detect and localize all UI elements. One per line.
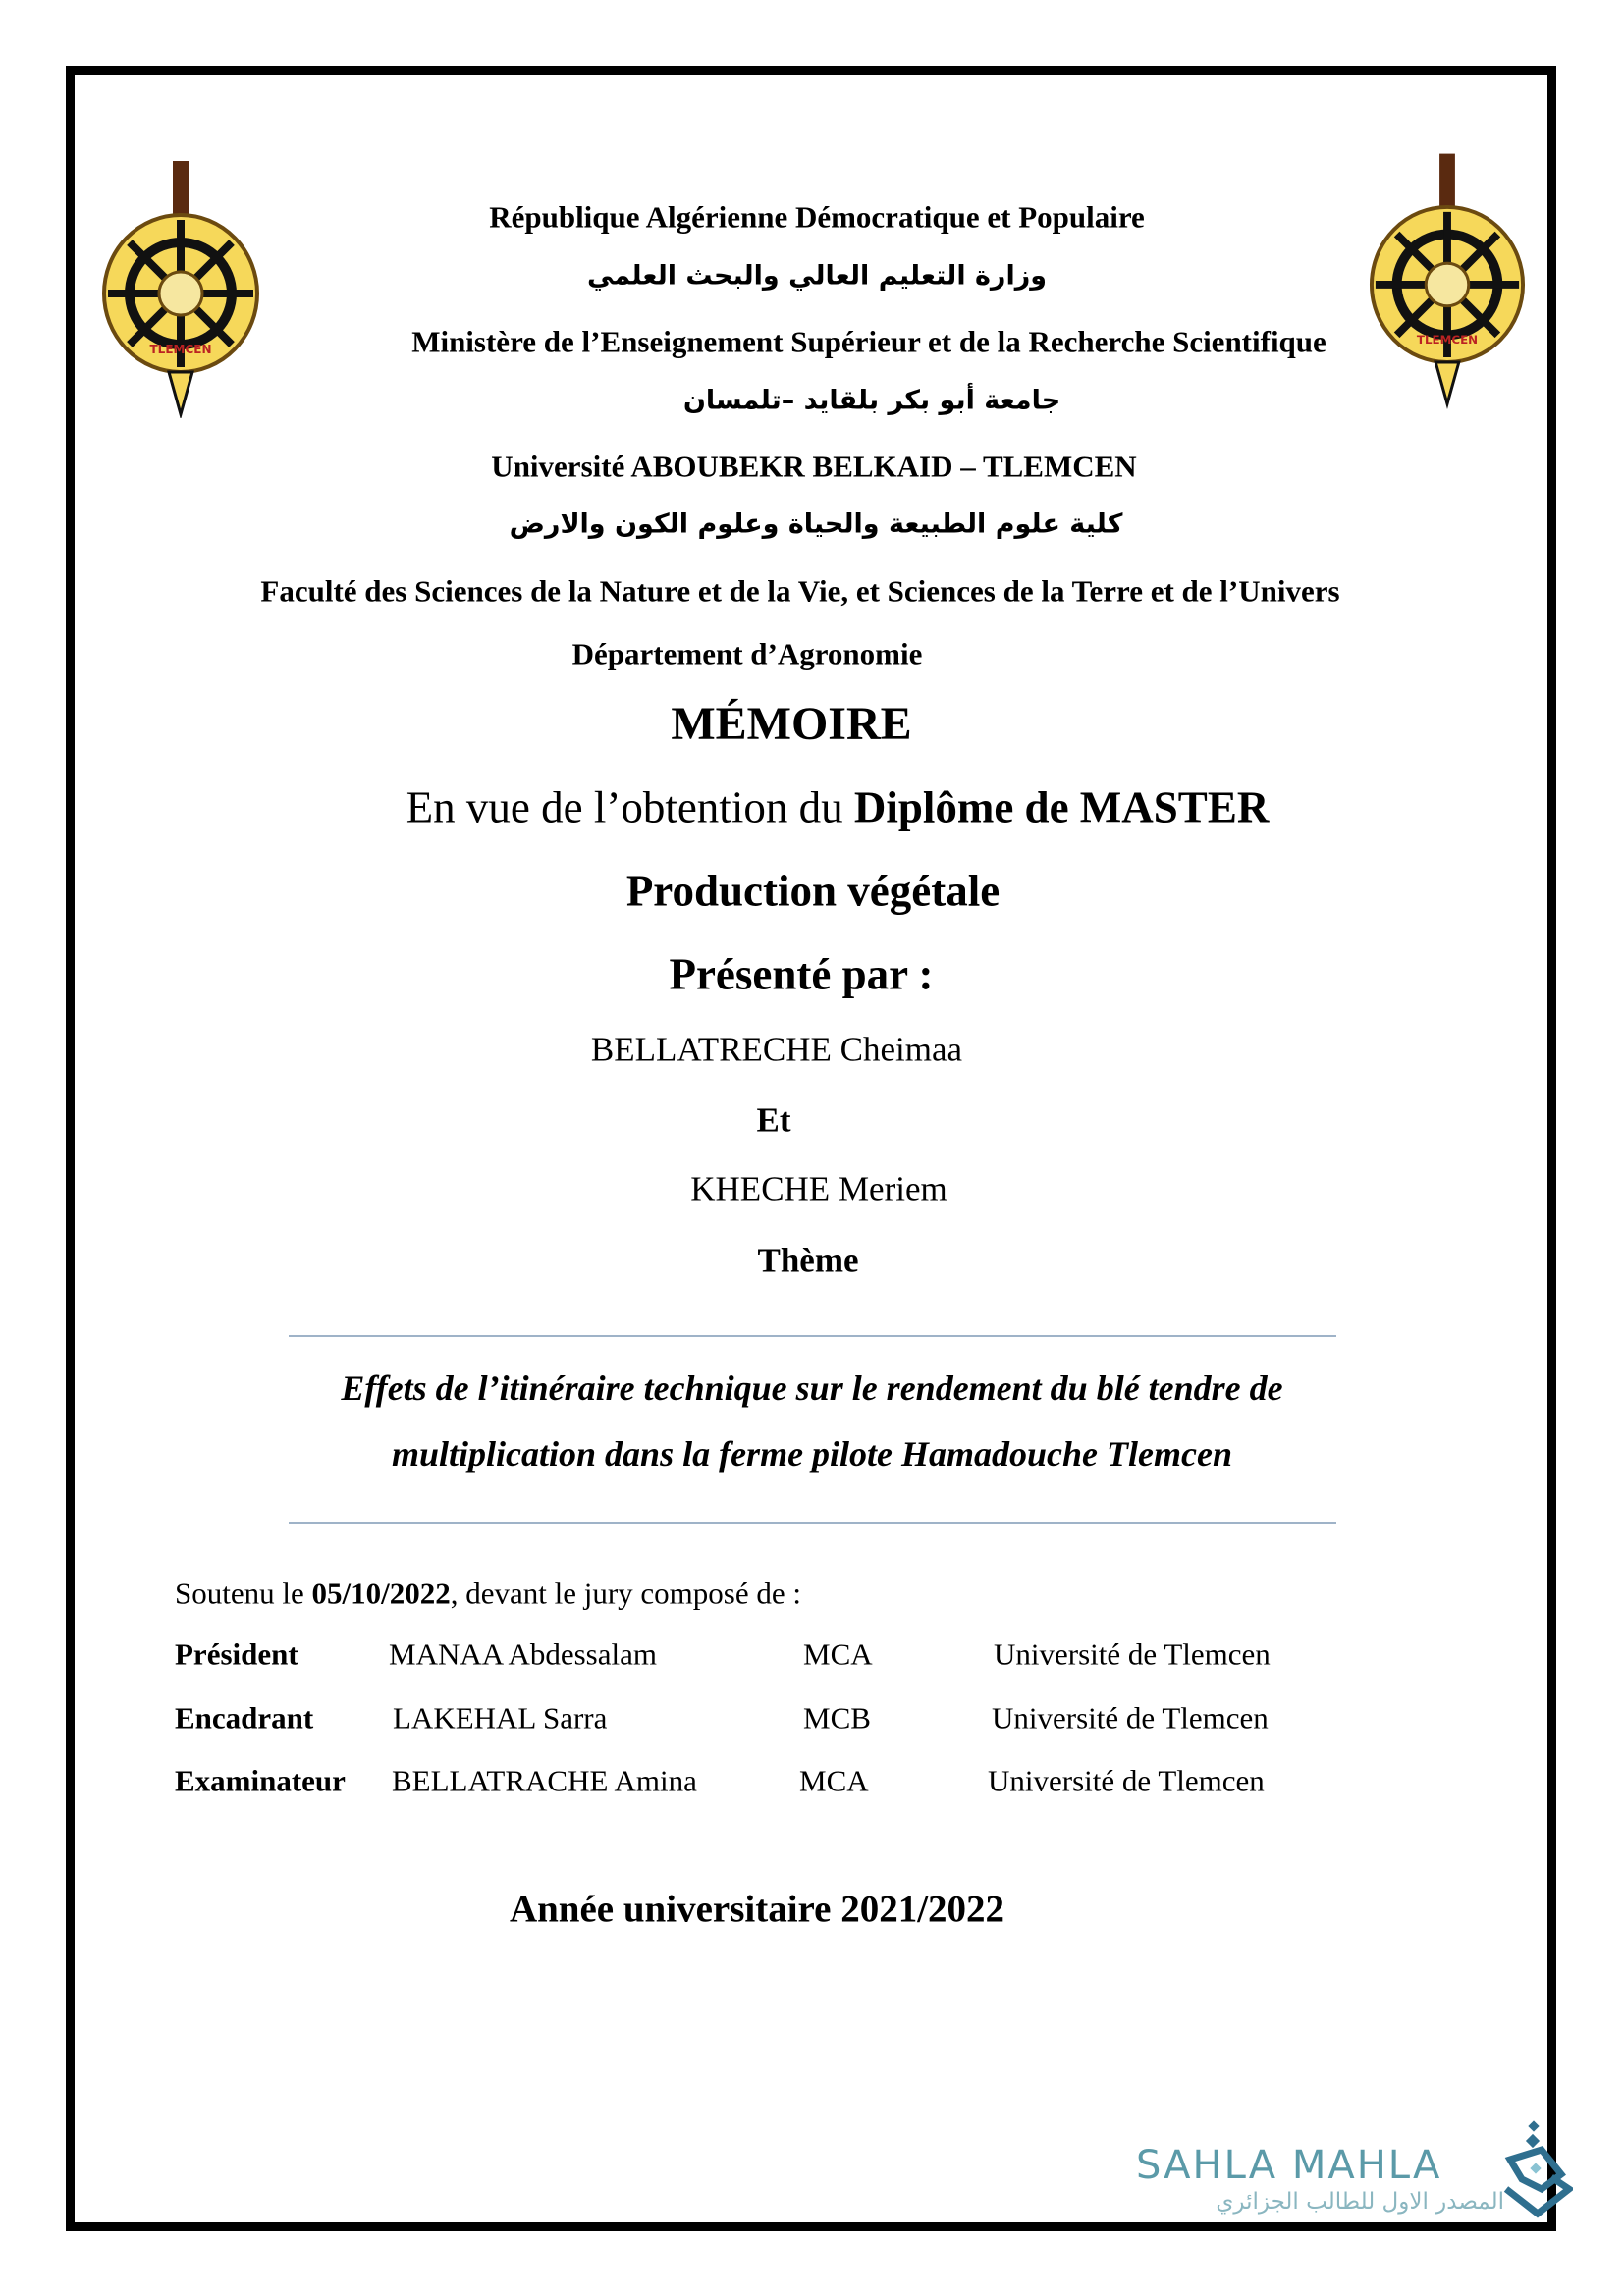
university-arabic: جامعة أبو بكر بلقايد –تلمسان: [682, 385, 1061, 416]
jury-grade: MCB: [803, 1700, 871, 1735]
obtention-text: En vue de l’obtention du: [406, 782, 854, 832]
academic-year: Année universitaire 2021/2022: [509, 1888, 1005, 1931]
defense-prefix: Soutenu le: [175, 1575, 312, 1611]
theme-line-2: multiplication dans la ferme pilote Hamadouche Tlemcen: [392, 1434, 1232, 1473]
jury-role: Encadrant: [175, 1700, 314, 1735]
jury-grade: MCA: [799, 1763, 869, 1798]
and-label: Et: [756, 1100, 791, 1140]
department-title: Département d’Agronomie: [571, 636, 923, 671]
jury-institution: Université de Tlemcen: [992, 1700, 1269, 1735]
author-2: KHECHE Meriem: [690, 1169, 947, 1208]
theme-line-1: Effets de l’itinéraire technique sur le rendement du blé tendre de: [341, 1368, 1283, 1408]
theme-label: Thème: [757, 1241, 859, 1280]
sahla-mahla-brand: SAHLA MAHLA: [1136, 2143, 1442, 2188]
sahla-mahla-tagline: المصدر الاول للطالب الجزائري: [1216, 2189, 1504, 2215]
jury-institution: Université de Tlemcen: [988, 1763, 1265, 1798]
presented-by: Présenté par :: [669, 949, 934, 999]
ministry-title: Ministère de l’Enseignement Supérieur et de la Recherche Scientifique: [411, 324, 1326, 359]
divider-bottom: [289, 1522, 1336, 1524]
jury-role: Président: [175, 1636, 298, 1672]
jury-name: MANAA Abdessalam: [389, 1636, 657, 1672]
diploma-line: [406, 782, 1270, 832]
memoire-title: MÉMOIRE: [671, 698, 912, 750]
defense-suffix: , devant le jury composé de :: [450, 1575, 801, 1611]
university-title: Université ABOUBEKR BELKAID – TLEMCEN: [491, 449, 1137, 484]
diploma-name: Diplôme de MASTER: [853, 782, 1270, 832]
author-1: BELLATRECHE Cheimaa: [590, 1030, 963, 1069]
logo-text: TLEMCEN: [149, 343, 212, 356]
jury-institution: Université de Tlemcen: [994, 1636, 1271, 1672]
jury-name: BELLATRACHE Amina: [392, 1763, 697, 1798]
jury-grade: MCA: [803, 1636, 873, 1672]
speciality: Production végétale: [625, 866, 1001, 916]
jury-name: LAKEHAL Sarra: [393, 1700, 608, 1735]
defense-line: [175, 1575, 801, 1611]
defense-date: 05/10/2022: [311, 1575, 451, 1611]
ministry-arabic: وزارة التعليم العالي والبحث العلمي: [586, 260, 1048, 292]
university-logo-left: [100, 161, 261, 418]
sahla-mahla-logo-icon: [1502, 2120, 1573, 2218]
faculty-arabic: كلية علوم الطبيعة والحياة وعلوم الكون والارض: [509, 508, 1123, 540]
faculty-title: Faculté des Sciences de la Nature et de la Vie, et Sciences de la Terre et de l’Univers: [260, 573, 1340, 609]
jury-role: Examinateur: [175, 1763, 346, 1798]
svg-text:TLEMCEN: TLEMCEN: [1416, 333, 1479, 347]
divider-top: [289, 1335, 1336, 1337]
republic-title: République Algérienne Démocratique et Populaire: [489, 199, 1145, 235]
university-logo-right: [1368, 151, 1527, 410]
